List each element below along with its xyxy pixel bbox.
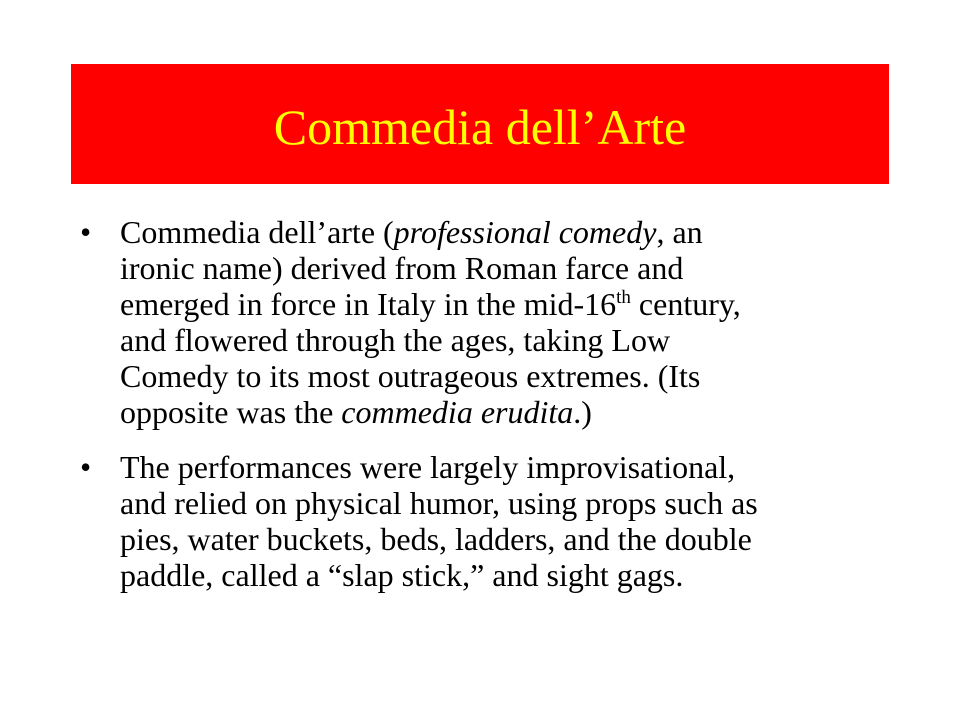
bullet-line — [120, 394, 868, 430]
body-text: The performances were largely improvisational, — [120, 449, 736, 485]
body-text: pies, water buckets, beds, ladders, and the double — [120, 521, 752, 557]
bullet-list — [78, 214, 868, 612]
slide-title: Commedia dell’Arte — [273, 99, 687, 155]
bullet-line — [120, 557, 868, 593]
body-text: century, — [630, 286, 741, 322]
bullet-line — [120, 449, 868, 485]
body-text: .) — [573, 394, 592, 430]
bullet-line — [120, 485, 868, 521]
bullet-marker: • — [80, 449, 92, 485]
bullet-line — [120, 250, 868, 286]
body-text: paddle, called a “slap stick,” and sight gags. — [120, 557, 684, 593]
italic-text: commedia erudita — [341, 394, 574, 430]
body-text: ironic name) derived from Roman farce and — [120, 250, 684, 286]
bullet-line — [120, 358, 868, 394]
bullet-item — [78, 214, 868, 430]
body-text: opposite was the — [120, 394, 342, 430]
bullet-item — [78, 449, 868, 593]
bullet-marker: • — [80, 214, 92, 250]
title-bar — [71, 64, 889, 184]
bullet-line — [120, 286, 868, 322]
bullet-line — [120, 214, 868, 250]
superscript-text: th — [616, 287, 631, 308]
italic-text: professional comedy — [393, 214, 657, 250]
body-text: emerged in force in Italy in the mid-16 — [120, 286, 617, 322]
bullet-line — [120, 322, 868, 358]
body-text: Commedia dell’arte ( — [120, 214, 394, 250]
body-text: Comedy to its most outrageous extremes. (Its — [120, 358, 701, 394]
body-text: , an — [656, 214, 703, 250]
body-text: and relied on physical humor, using props such as — [120, 485, 758, 521]
bullet-line — [120, 521, 868, 557]
body-text: and flowered through the ages, taking Low — [120, 322, 671, 358]
